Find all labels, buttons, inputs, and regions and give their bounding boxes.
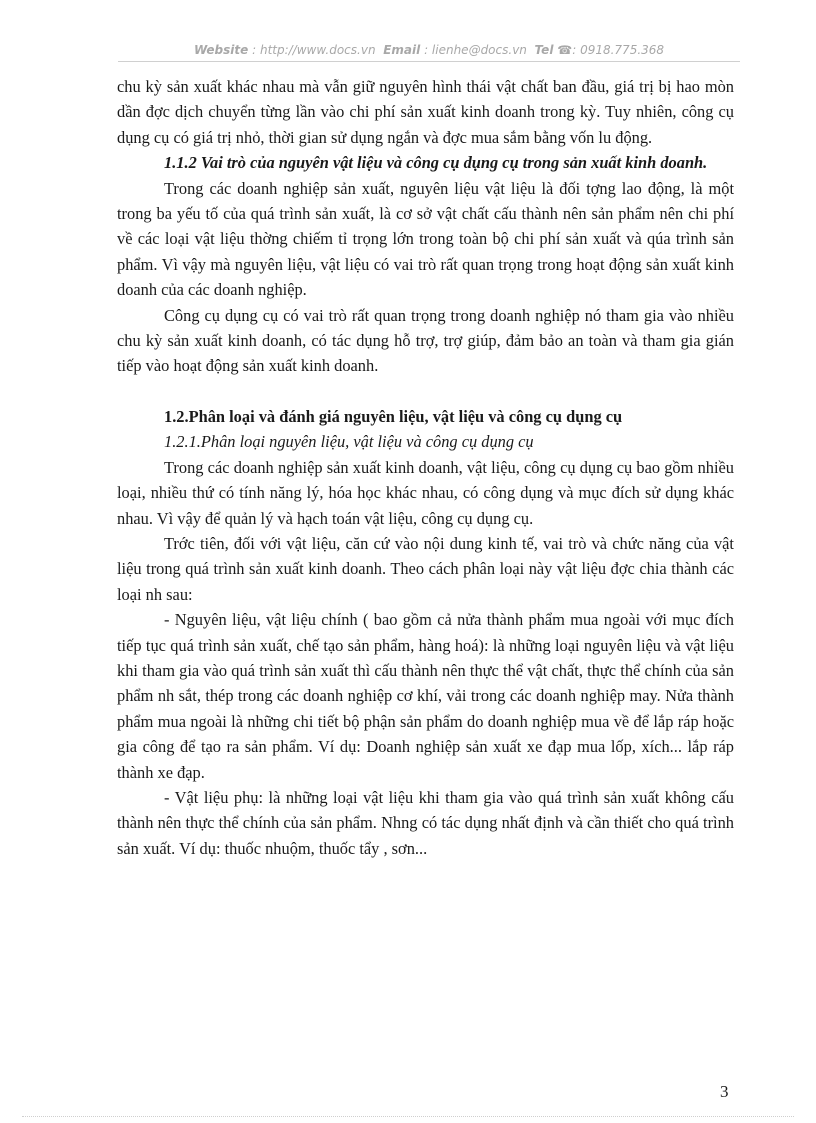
footer-divider <box>22 1116 794 1117</box>
section-heading-1-2-1: 1.2.1.Phân loại nguyên liệu, vật liệu và công cụ dụng cụ <box>164 432 534 452</box>
page-number: 3 <box>720 1082 729 1101</box>
document-body <box>117 74 734 861</box>
tel-value: ☎: 0918.775.368 <box>557 43 665 57</box>
website-value: : http://www.docs.vn <box>252 43 376 57</box>
paragraph-classification-intro: Trong các doanh nghiệp sản xuất kinh doanh, vật liệu, công cụ dụng cụ bao gồm nhiều loại, nhiều thứ có tính năng lý, hóa học khác nhau, có công dụng và mục đích sử dụng khác nhau. Vì vậy để quản lý và hạch toán vật liệu, công cụ dụng cụ. <box>117 457 734 528</box>
email-label: Email <box>383 43 421 57</box>
paragraph-materials-role: Trong các doanh nghiệp sản xuất, nguyên liệu vật liệu là đối tợng lao động, là một trong ba yếu tố của quá trình sản xuất, là cơ sở vật chất cấu thành nên sản phẩm nên chi phí về các loại vật liệu thờng chiếm tỉ trọng lớn trong toàn bộ chi phí sản xuất và qúa trình sản phẩm. Vì vậy mà nguyên liệu, vật liệu có vai trò rất quan trọng trong hoạt động sản xuất kinh doanh của các doanh nghiệp. <box>117 178 734 300</box>
paragraph-continuation: chu kỳ sản xuất khác nhau mà vẫn giữ nguyên hình thái vật chất ban đầu, giá trị bị hao mòn dần đợc dịch chuyển từng lần vào chi phí sản xuất kinh doanh trong kỳ. Tuy nhiên, công cụ dụng cụ có giá trị nhỏ, thời gian sử dụng ngắn và đợc mua sắm bằng vốn lu động. <box>117 77 734 147</box>
page-header <box>118 43 740 62</box>
website-label: Website <box>193 43 249 57</box>
paragraph-tools-role: Công cụ dụng cụ có vai trò rất quan trọng trong doanh nghiệp nó tham gia vào nhiều chu kỳ sản xuất kinh doanh, có tác dụng hỗ trợ, trợ giúp, đảm bảo an toàn và tham gia gián tiếp vào hoạt động sản xuất kinh doanh. <box>117 305 734 376</box>
list-item-main-materials: - Nguyên liệu, vật liệu chính ( bao gồm cả nửa thành phẩm mua ngoài với mục đích tiếp tục quá trình sản xuất, chế tạo sản phẩm, hàng hoá): là những loại nguyên liệu và vật liệu khi tham gia vào quá trình sản xuất thì cấu thành nên thực thể vật chất, thực thể chính của sản phẩm nh sắt, thép trong các doanh nghiệp cơ khí, vải trong các doanh nghiệp may. Nửa thành phẩm mua ngoài là những chi tiết bộ phận sản phẩm do doanh nghiệp mua về để lắp ráp hoặc gia công để tạo ra sản phẩm. Ví dụ: Doanh nghiệp sản xuất xe đạp mua lốp, xích... lắp ráp thành xe đạp. <box>117 610 734 782</box>
list-item-auxiliary-materials: - Vật liệu phụ: là những loại vật liệu khi tham gia vào quá trình sản xuất không cấu thành nên thực thể chính của sản phẩm. Nhng có tác dụng nhất định và cần thiết cho quá trình sản xuất. Ví dụ: thuốc nhuộm, thuốc tẩy , sơn... <box>117 787 734 858</box>
tel-label: Tel <box>534 43 554 57</box>
email-value: : lienhe@docs.vn <box>424 43 527 57</box>
paragraph-first-materials: Trớc tiên, đối với vật liệu, căn cứ vào nội dung kinh tế, vai trò và chức năng của vật liệu trong quá trình sản xuất kinh doanh. Theo cách phân loại này vật liệu đợc chia thành các loại nh sau: <box>117 533 734 604</box>
section-heading-1-2: 1.2.Phân loại và đánh giá nguyên liệu, vật liệu và công cụ dụng cụ <box>164 406 623 426</box>
section-heading-1-1-2: 1.1.2 Vai trò của nguyên vật liệu và công cụ dụng cụ trong sản xuất kinh doanh. <box>164 153 708 173</box>
